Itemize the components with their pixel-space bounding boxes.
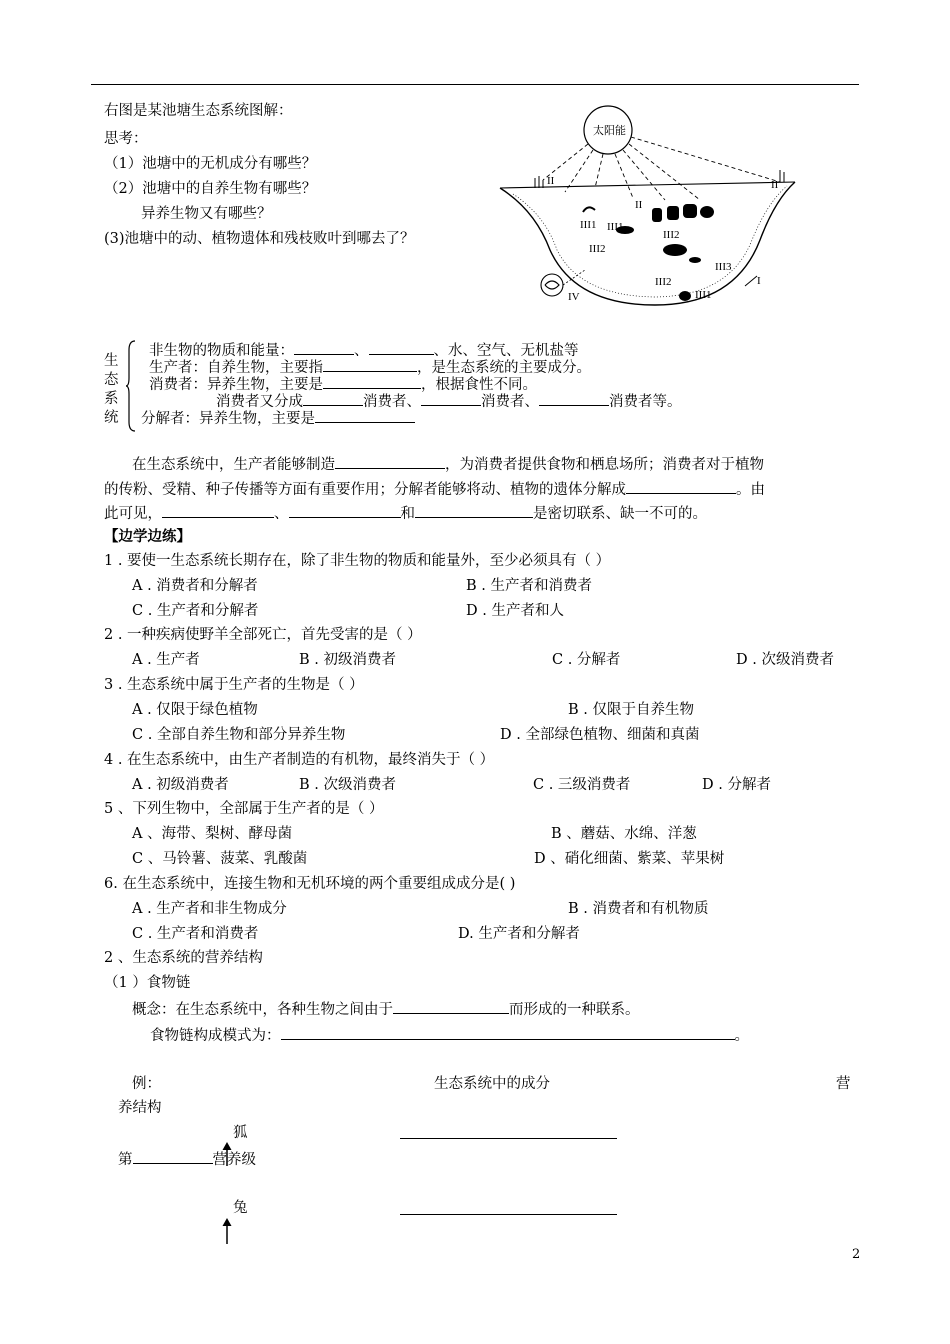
header-rule (91, 84, 859, 85)
practice-q1-option-c: C . 生产者和分解者 (132, 603, 259, 619)
practice-q4-option-b: B . 次级消费者 (299, 777, 396, 793)
structure-heading: 2 、生态系统的营养结构 (104, 950, 263, 966)
component-consumer: 消费者：异养生物，主要是 ，根据食性不同。 (149, 373, 537, 395)
diagram-label: III1 (607, 221, 624, 233)
food-chain-concept: 概念：在生态系统中，各种生物之间由于 而形成的一种联系。 (132, 998, 640, 1020)
arrow-up-icon (221, 1142, 233, 1166)
practice-q6-option-b: B . 消费者和有机物质 (568, 901, 709, 917)
component-producer: 生产者：自养生物，主要指 ，是生态系统的主要成分。 (149, 356, 591, 378)
practice-q6-option-d: D. 生产者和分解者 (458, 926, 580, 942)
question-2b: 异养生物又有哪些？ (141, 206, 272, 222)
practice-q3-option-a: A . 仅限于绿色植物 (132, 702, 258, 718)
practice-q6: 6. 在生态系统中，连接生物和无机环境的两个重要组成成分是( ) (104, 876, 516, 892)
diagram-label: III1 (580, 219, 597, 231)
practice-q5-option-c: C 、马铃薯、菠菜、乳酸菌 (132, 851, 308, 867)
practice-heading: 【边学边练】 (104, 528, 191, 545)
food-chain-subheading: （1 ）食物链 (104, 975, 191, 991)
practice-q1-option-b: B . 生产者和消费者 (466, 578, 592, 594)
pond-diagram-svg (495, 100, 805, 320)
practice-q4-option-a: A . 初级消费者 (132, 777, 229, 793)
practice-q2-option-b: B . 初级消费者 (299, 652, 396, 668)
question-2: （2）池塘中的自养生物有哪些？ (104, 181, 317, 197)
practice-q3-option-c: C . 全部自养生物和部分异养生物 (132, 727, 346, 743)
practice-q1-option-d: D . 生产者和人 (466, 603, 564, 619)
example-label: 例： (132, 1076, 161, 1092)
practice-q1: 1 . 要使一生态系统长期存在，除了非生物的物质和能量外，至少必须具有（ ） (104, 553, 611, 569)
practice-q5-option-b: B 、蘑菇、水绵、洋葱 (551, 826, 697, 842)
pond-ecosystem-diagram (495, 100, 805, 320)
answer-line-fox (400, 1138, 617, 1139)
question-1: （1）池塘中的无机成分有哪些？ (104, 156, 317, 172)
intro-line: 右图是某池塘生态系统图解： (104, 103, 293, 119)
think-label: 思考： (104, 131, 148, 147)
brace-icon (126, 340, 136, 432)
question-3: (3)池塘中的动、植物遗体和残枝败叶到哪去了？ (104, 231, 415, 247)
practice-q2-option-d: D . 次级消费者 (736, 652, 834, 668)
practice-q3-option-d: D . 全部绿色植物、细菌和真菌 (500, 727, 700, 743)
practice-q4-option-d: D . 分解者 (702, 777, 771, 793)
diagram-label: III1 (695, 289, 712, 301)
practice-q3: 3 . 生态系统中属于生产者的生物是（ ） (104, 677, 364, 693)
practice-q1-option-a: A . 消费者和分解者 (132, 578, 258, 594)
practice-q2: 2 . 一种疾病使野羊全部死亡，首先受害的是（ ） (104, 627, 422, 643)
food-chain-mode: 食物链构成模式为： 。 (150, 1024, 749, 1046)
practice-q4: 4 . 在生态系统中，由生产者制造的有机物，最终消失于（ ） (104, 752, 495, 768)
answer-line-rabbit (400, 1214, 617, 1215)
diagram-label: III3 (715, 261, 732, 273)
practice-q5-option-a: A 、海带、梨树、酵母菌 (132, 826, 293, 842)
page-number: 2 (852, 1247, 861, 1262)
column-components: 生态系统中的成分 (434, 1076, 550, 1092)
column-trophic-a: 营 (836, 1076, 851, 1092)
paragraph-line-3: 此可见， 、 和 是密切联系、缺一不可的。 (104, 502, 707, 524)
practice-q6-option-a: A . 生产者和非生物成分 (132, 901, 287, 917)
column-trophic-b: 养结构 (118, 1100, 162, 1116)
diagram-label: III2 (663, 229, 680, 241)
diagram-label: IV (568, 291, 580, 303)
practice-q4-option-c: C . 三级消费者 (533, 777, 631, 793)
sun-label: 太阳能 (593, 125, 626, 137)
practice-q3-option-b: B . 仅限于自养生物 (568, 702, 694, 718)
practice-q5: 5 、下列生物中，全部属于生产者的是（ ） (104, 801, 384, 817)
diagram-label: II (771, 179, 779, 191)
rabbit-label: 兔 (233, 1200, 248, 1216)
diagram-label: II (635, 199, 643, 211)
paragraph-line-1: 在生态系统中，生产者能够制造 ，为消费者提供食物和栖息场所；消费者对于植物 (132, 453, 764, 475)
diagram-label: I (757, 275, 761, 287)
trophic-level-line: 第 营养级 (118, 1148, 256, 1170)
component-decomposer: 分解者：异养生物，主要是 (141, 407, 415, 429)
diagram-label: II (547, 175, 555, 187)
practice-q2-option-c: C . 分解者 (552, 652, 621, 668)
practice-q2-option-a: A . 生产者 (132, 652, 200, 668)
diagram-label: III2 (655, 276, 672, 288)
component-consumer-types: 消费者又分成 消费者、 消费者、 消费者等。 (216, 390, 682, 412)
ecosystem-side-label: 生态系统 (104, 353, 119, 426)
diagram-label: III2 (589, 243, 606, 255)
practice-q6-option-c: C . 生产者和消费者 (132, 926, 259, 942)
fox-label: 狐 (233, 1125, 248, 1141)
practice-q5-option-d: D 、硝化细菌、紫菜、苹果树 (534, 851, 725, 867)
paragraph-line-2: 的传粉、受精、种子传播等方面有重要作用；分解者能够将动、植物的遗体分解成 。由 (104, 478, 765, 500)
component-abiotic: 非生物的物质和能量： 、 、水、空气、无机盐等 (149, 339, 579, 361)
arrow-up-icon (221, 1218, 233, 1244)
